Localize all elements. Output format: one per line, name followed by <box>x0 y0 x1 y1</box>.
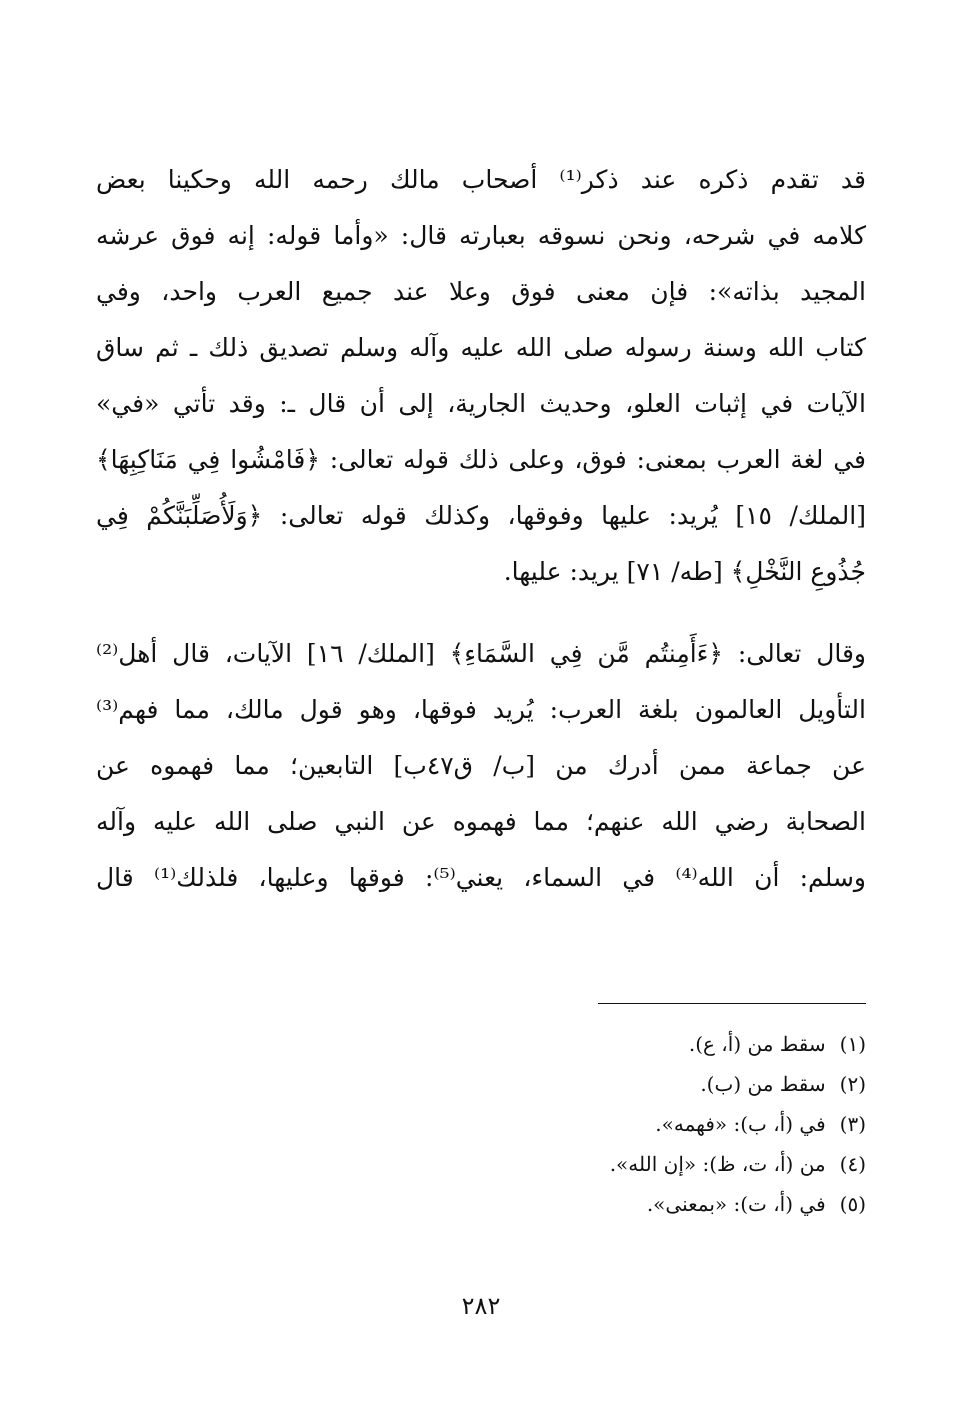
footnote-number: (٤) <box>839 1152 866 1176</box>
footnote-text: في (أ، ت): «بمعنى». <box>646 1192 826 1216</box>
text-line: التأويل العالمون بلغة العرب: يُريد فوقها، وهو قول مالك، مما فهم⁽³⁾ <box>96 695 866 724</box>
page-number: ٢٨٢ <box>461 1292 501 1320</box>
footnote <box>266 1184 866 1224</box>
footnote-number: (٥) <box>839 1192 866 1216</box>
text-line: وسلم: أن الله⁽⁴⁾ في السماء، يعني⁽⁵⁾: فوقها وعليها، فلذلك⁽¹⁾ قال <box>96 863 866 892</box>
text-line: الصحابة رضي الله عنهم؛ مما فهموه عن النبي صلى الله عليه وآله <box>96 807 866 836</box>
footnote-text: سقط من (أ، ع). <box>688 1032 826 1056</box>
text-line: [الملك/ ١٥] يُريد: عليها وفوقها، وكذلك قوله تعالى: ﴿وَلَأُصَلِّبَنَّكُمْ فِي <box>96 501 866 530</box>
footnote-text: من (أ، ت، ظ): «إن الله». <box>609 1152 826 1176</box>
footnote-text: في (أ، ب): «فهمه». <box>655 1112 826 1136</box>
text-line: كلامه في شرحه، ونحن نسوقه بعبارته قال: «وأما قوله: إنه فوق عرشه <box>96 221 866 250</box>
footnote-divider <box>598 1003 866 1004</box>
main-text <box>96 152 866 906</box>
footnote <box>266 1144 866 1184</box>
footnote-number: (٢) <box>839 1072 866 1096</box>
footnote <box>266 1024 866 1064</box>
text-line: قد تقدم ذكره عند ذكر⁽¹⁾ أصحاب مالك رحمه الله وحكينا بعض <box>96 165 866 194</box>
text-line: عن جماعة ممن أدرك من [ب/ ق٤٧ب] التابعين؛ مما فهموه عن <box>96 751 866 780</box>
text-line: وقال تعالى: ﴿ءَأَمِنتُم مَّن فِي السَّمَاءِ﴾ [الملك/ ١٦] الآيات، قال أهل⁽²⁾ <box>96 639 866 668</box>
footnote-text: سقط من (ب). <box>700 1072 826 1096</box>
text-line: المجيد بذاته»: فإن معنى فوق وعلا عند جميع العرب واحد، وفي <box>96 277 866 306</box>
footnotes <box>266 1024 866 1224</box>
footnote-number: (٣) <box>839 1112 866 1136</box>
paragraph-gap <box>96 600 866 626</box>
footnote <box>266 1104 866 1144</box>
text-line: في لغة العرب بمعنى: فوق، وعلى ذلك قوله تعالى: ﴿فَامْشُوا فِي مَنَاكِبِهَا﴾ <box>96 445 866 474</box>
text-line: كتاب الله وسنة رسوله صلى الله عليه وآله وسلم تصديق ذلك ـ ثم ساق <box>96 333 866 362</box>
footnote-number: (١) <box>839 1032 866 1056</box>
footnote <box>266 1064 866 1104</box>
text-line: جُذُوعِ النَّخْلِ﴾ [طه/ ٧١] يريد: عليها. <box>503 557 866 586</box>
text-line: الآيات في إثبات العلو، وحديث الجارية، إلى أن قال ـ: وقد تأتي «في» <box>96 389 866 418</box>
